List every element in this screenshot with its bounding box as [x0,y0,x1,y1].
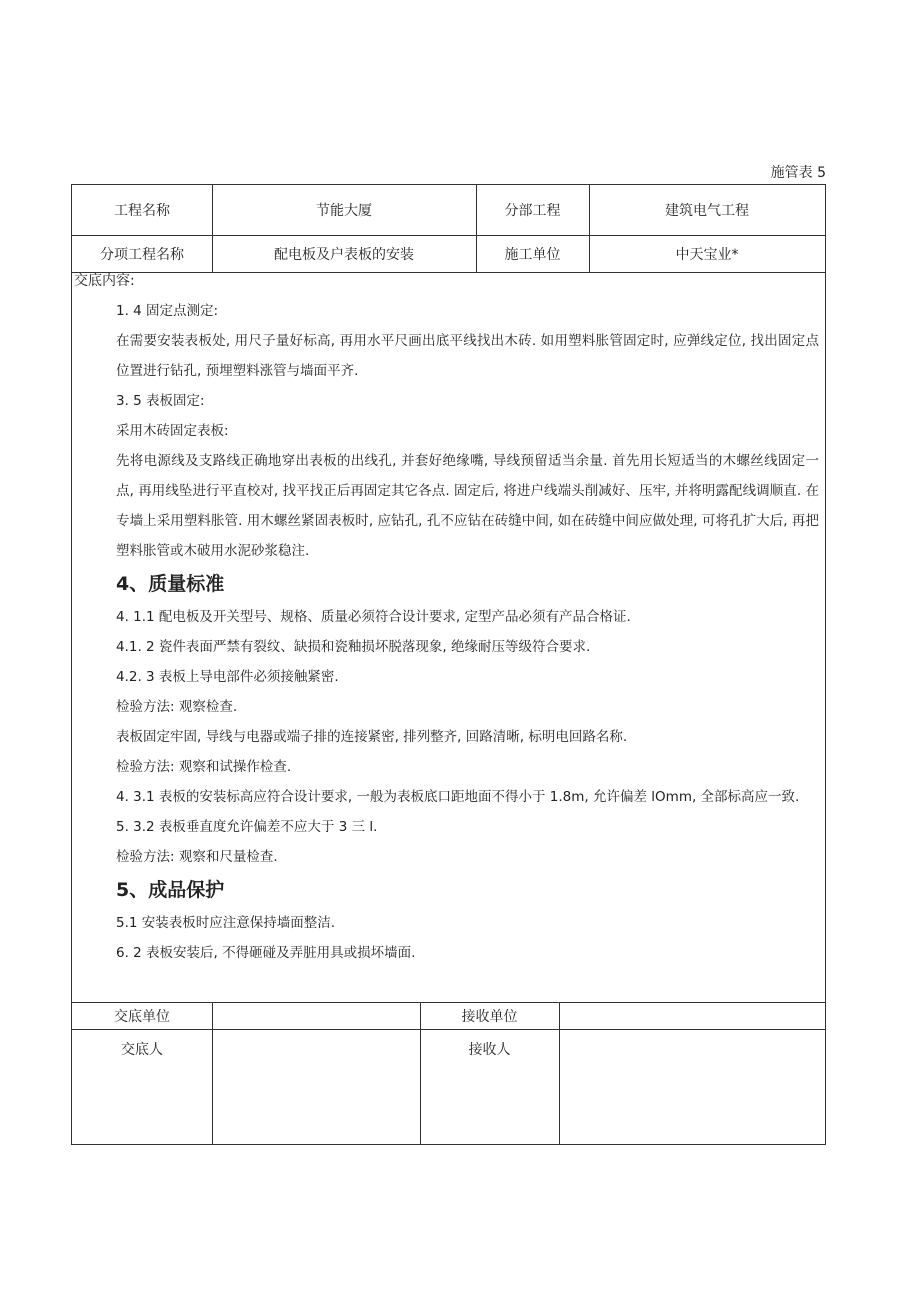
quality-item: 表板固定牢固, 导线与电器或端子排的连接紧密, 排列整齐, 回路清晰, 标明电回路名称. [116,729,628,745]
quality-item: 5. 3.2 表板垂直度允许偏差不应大于 3 三 l. [116,819,378,835]
content-label: 交底内容: [74,273,135,289]
handover-unit-label: 交底单位 [114,1008,170,1025]
disclosure-form [71,184,826,1145]
protection-item: 5.1 安装表板时应注意保持墙面整洁. [116,915,336,931]
receiver-label: 接收人 [468,1042,511,1058]
division-value: 建筑电气工程 [665,203,749,219]
quality-item: 4. 1.1 配电板及开关型号、规格、质量必须符合设计要求, 定型产品必须有产品合格证. [116,609,631,625]
sub-item-value: 配电板及户表板的安装 [274,246,414,263]
product-protection-heading: 5、成品保护 [116,879,225,901]
content-paragraph: 3. 5 表板固定: [116,393,205,409]
division-label: 分部工程 [504,203,561,219]
content-paragraph: 采用木砖固定表板: [116,423,229,439]
quality-item: 4. 3.1 表板的安装标高应符合设计要求, 一般为表板底口距地面不得小于 1.8m, 允许偏差 lOmm, 全部标高应一致. [116,789,800,805]
content-paragraph: 1. 4 固定点测定: [116,303,219,319]
project-name-label: 工程名称 [114,203,170,219]
receiver-field[interactable] [559,1029,825,1069]
handover-person-field[interactable] [212,1029,420,1069]
quality-item: 4.1. 2 瓷件表面严禁有裂纹、缺损和瓷釉损坏脱落现象, 绝缘耐压等级符合要求. [116,639,591,655]
quality-item: 检验方法: 观察和试操作检查. [116,759,292,775]
content-paragraph: 先将电源线及支路线正确地穿出表板的出线孔, 并套好绝缘嘴, 导线预留适当余量. 首先用长短适当的木螺丝线固定一点, 再用线坠进行平直校对, 找平找正后再固定其它各点. 固定后, 将进户线端头削减好、压牢, 并将明露配线调顺直. 在专墙上采用塑料胀管. 用木螺丝紧固表板时, 应钻孔, 孔不应钻在砖缝中间, 如在砖缝中间应做处理, 可将孔扩大后, 再把塑料胀管或木破用水泥砂浆稳注. [116,453,819,559]
receiving-unit-label: 接收单位 [461,1008,518,1025]
protection-item: 6. 2 表板安装后, 不得砸碰及弄脏用具或损坏墙面. [116,945,416,961]
receiving-unit-field[interactable] [559,1002,825,1029]
quality-standard-heading: 4、质量标准 [116,573,225,595]
project-name-value: 节能大厦 [316,203,372,219]
form-code: 施管表 5 [770,165,826,181]
quality-item: 检验方法: 观察和尺量检查. [116,849,278,865]
contractor-value: 中天宝业* [675,246,739,263]
handover-unit-field[interactable] [212,1002,420,1029]
quality-item: 检验方法: 观察检查. [116,699,238,715]
sub-item-label: 分项工程名称 [100,246,184,263]
content-paragraph: 在需要安装表板处, 用尺子量好标高, 再用水平尺画出底平线找出木砖. 如用塑料胀管固定时, 应弹线定位, 找出固定点位置进行钻孔, 预埋塑料涨管与墙面平齐. [116,333,819,379]
quality-item: 4.2. 3 表板上导电部件必须接触紧密. [116,669,339,685]
contractor-label: 施工单位 [504,246,561,263]
handover-person-label: 交底人 [121,1042,163,1058]
disclosure-content [72,272,825,1002]
